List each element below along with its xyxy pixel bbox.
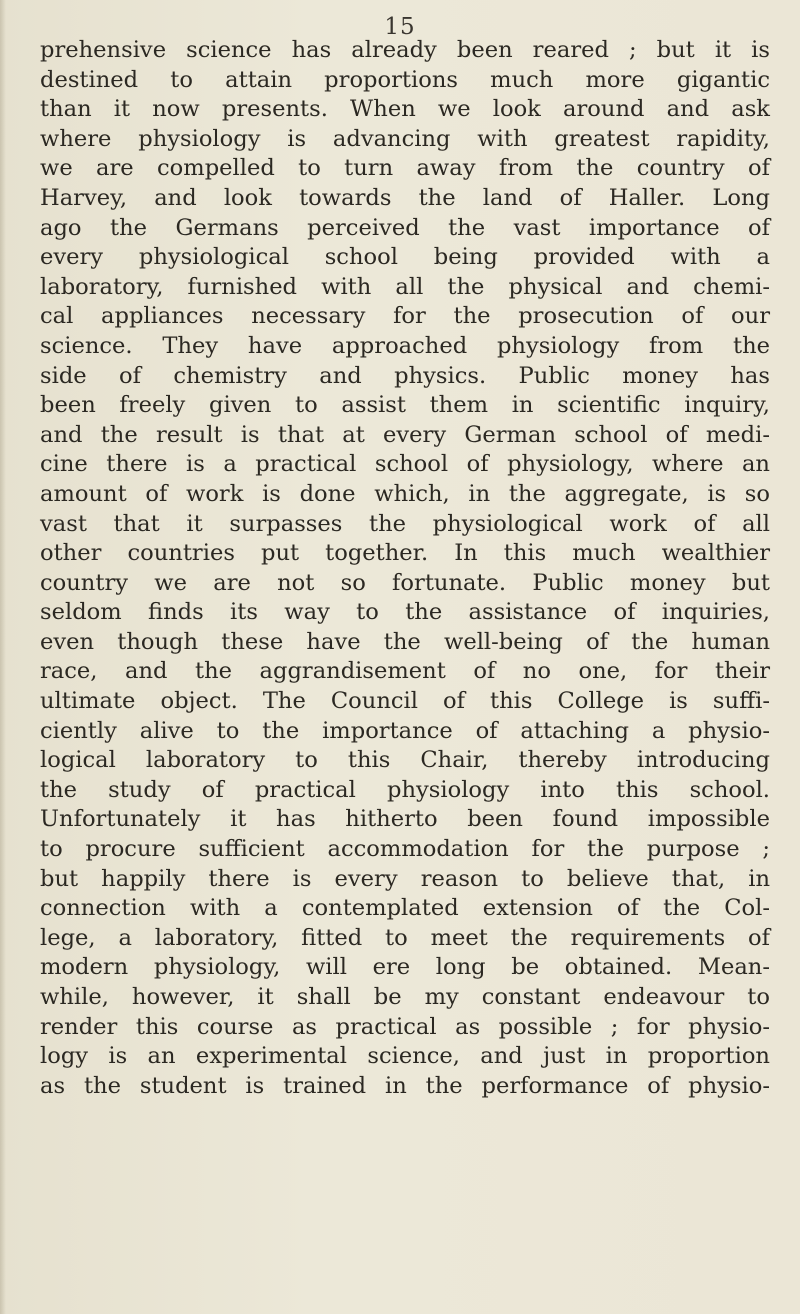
text-line: country we are not so fortunate. Public money but [40,569,770,596]
text-line: logy is an experimental science, and just in proportion [40,1043,770,1070]
text-line: amount of work is done which, in the aggregate, is so [40,480,770,507]
text-line: as the student is trained in the performance of physio- [40,1072,770,1099]
text-line: ago the Germans perceived the vast importance of [40,214,770,241]
text-line: laboratory, furnished with all the physical and chemi- [40,273,770,300]
text-line: than it now presents. When we look around and ask [40,96,770,123]
text-line: and the result is that at every German school of medi- [40,421,770,448]
text-line: ciently alive to the importance of attaching a physio- [40,717,770,744]
text-line: modern physiology, will ere long be obtained. Mean- [40,954,770,981]
text-line: logical laboratory to this Chair, thereby introducing [40,747,770,774]
text-line: prehensive science has already been reared ; but it is [40,37,770,63]
text-line: lege, a laboratory, fitted to meet the requirements of [40,924,770,951]
text-line: every physiological school being provided with a [40,244,770,271]
body-paragraph [40,36,770,1101]
text-line: the study of practical physiology into this school. [40,776,770,803]
page-number: 15 [384,14,416,40]
text-line: destined to attain proportions much more gigantic [40,66,770,93]
text-line: while, however, it shall be my constant endeavour to [40,984,770,1010]
text-line: vast that it surpasses the physiological work of all [40,510,770,537]
text-line: render this course as practical as possible ; for physio- [40,1013,770,1040]
text-line: other countries put together. In this much wealthier [40,540,770,567]
text-line: side of chemistry and physics. Public money has [40,362,770,389]
text-line: ultimate object. The Council of this College is suffi- [40,688,770,715]
text-line: race, and the aggrandisement of no one, for their [40,658,770,685]
text-line: Harvey, and look towards the land of Haller. Long [40,184,770,211]
text-line: been freely given to assist them in scientific inquiry, [40,392,770,419]
text-line: to procure sufficient accommodation for the purpose ; [40,836,770,863]
text-line: science. They have approached physiology from the [40,332,770,359]
text-line: even though these have the well-being of the human [40,628,770,655]
text-line: seldom finds its way to the assistance of inquiries, [40,599,770,626]
text-line: cine there is a practical school of physiology, where an [40,451,770,478]
text-line: connection with a contemplated extension of the Col- [40,895,770,922]
text-line: Unfortunately it has hitherto been found impossible [40,806,770,833]
text-line: cal appliances necessary for the prosecution of our [40,303,770,330]
text-line: where physiology is advancing with greatest rapidity, [40,125,770,152]
page-edge-shadow [0,0,6,1314]
text-line: we are compelled to turn away from the country of [40,155,770,182]
text-line: but happily there is every reason to believe that, in [40,865,770,892]
